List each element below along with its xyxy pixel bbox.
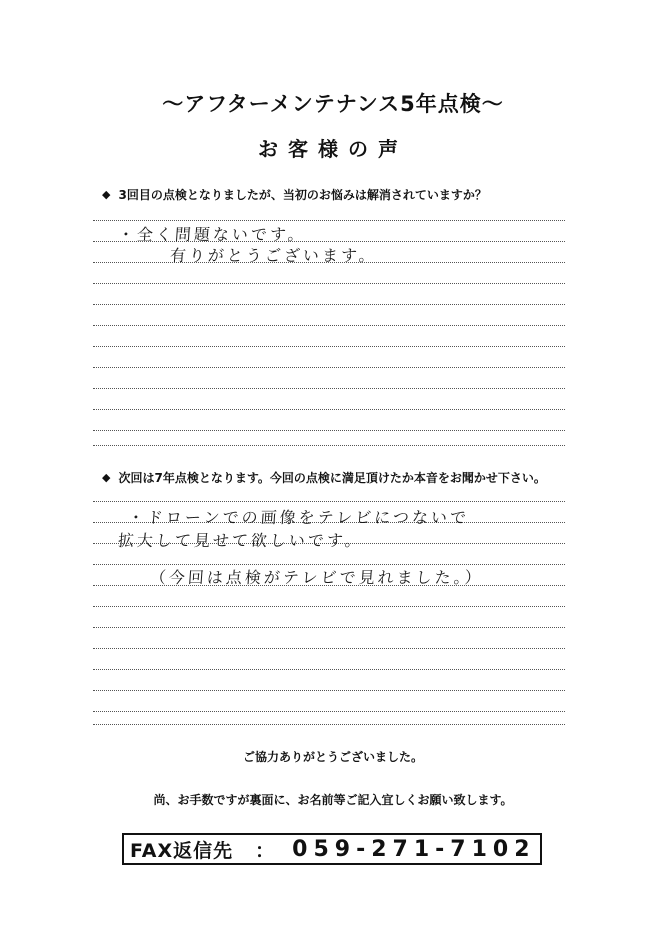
answer-rule: [93, 409, 565, 410]
answer-1-line-2: 有りがとうございます。: [169, 246, 379, 265]
question-2-text: 次回は7年点検となります。今回の点検に満足頂けたか本音をお聞かせ下さい。: [118, 471, 546, 485]
answer-2-line-2: 拡大して見せて欲しいです。: [117, 531, 365, 550]
page-subtitle: お客様の声: [258, 137, 408, 161]
answer-rule: [93, 627, 565, 628]
fax-box: [122, 833, 542, 865]
answer-rule: [93, 367, 565, 368]
answer-rule: [93, 724, 565, 725]
answer-rule: [93, 648, 565, 649]
answer-rule: [93, 711, 565, 712]
answer-rule: [93, 669, 565, 670]
answer-rule: [93, 445, 565, 446]
answer-1-line-1: ・全く問題ないです。: [117, 225, 308, 244]
answer-rule: [93, 220, 565, 221]
answer-2-line-1: ・ドローンでの画像をテレビにつないで: [127, 508, 470, 527]
return-note: 尚、お手数ですが裏面に、お名前等ご記入宜しくお願い致します。: [153, 793, 513, 807]
page-title: 〜アフターメンテナンス5年点検〜: [162, 92, 504, 116]
question-1: [102, 186, 487, 203]
answer-rule: [93, 325, 565, 326]
answer-rule: [93, 283, 565, 284]
answer-rule: [93, 606, 565, 607]
fax-colon: ：: [255, 839, 275, 862]
thanks-message: ご協力ありがとうございました。: [242, 750, 423, 764]
answer-rule: [93, 304, 565, 305]
answer-rule: [93, 430, 565, 431]
question-2: [102, 469, 546, 486]
question-1-text: 3回目の点検となりましたが、当初のお悩みは解消されていますか？: [118, 188, 487, 202]
fax-label: FAX返信先: [130, 839, 234, 862]
answer-rule: [93, 690, 565, 691]
fax-number: 059-271-7102: [292, 836, 536, 862]
answer-rule: [93, 346, 565, 347]
diamond-bullet-icon: ◆: [102, 188, 111, 201]
diamond-bullet-icon: ◆: [102, 471, 111, 484]
answer-rule: [93, 501, 565, 502]
answer-rule: [93, 388, 565, 389]
answer-2-line-3: （今回は点検がテレビで見れました。）: [149, 568, 485, 587]
